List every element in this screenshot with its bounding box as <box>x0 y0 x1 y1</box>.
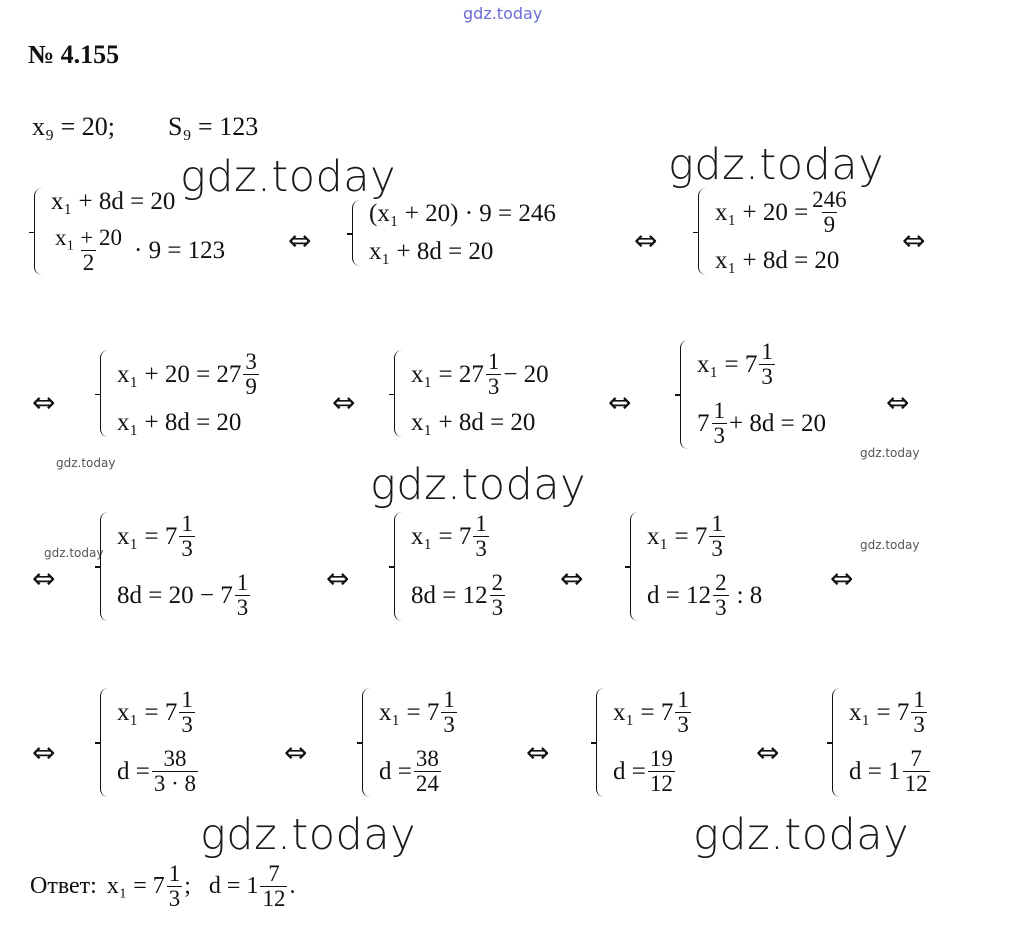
watermark-small-2: gdz.today <box>860 446 920 460</box>
brace <box>394 512 405 621</box>
answer-line: Ответ: x₁ = 7 $\frac{1}{3}$ ; d = 1 $\frac{7}{12}$ . <box>30 861 296 912</box>
fraction: $\frac{1}{3}$ <box>677 687 689 738</box>
equation: x₁ + 8d = 20 <box>51 188 176 215</box>
brace <box>100 350 111 437</box>
fraction: $\frac{1}{3}$ <box>711 511 723 562</box>
system-5 <box>394 350 549 437</box>
brace <box>698 188 709 275</box>
watermark-4: gdz.today <box>200 810 417 860</box>
fraction: $\frac{7}{12}$ <box>904 746 928 797</box>
watermark-3: gdz.today <box>370 460 587 510</box>
fraction: $\frac{1}{3}$ <box>475 511 487 562</box>
brace <box>34 188 45 275</box>
equation: x₁ + 20 = $\frac{246}{9}$ <box>715 187 847 238</box>
equation: x₁ = 7 $\frac{1}{3}$ <box>379 687 455 738</box>
system-3 <box>698 188 851 275</box>
equation: x₁ = 7 $\frac{1}{3}$ <box>411 511 487 562</box>
equation: x₁ + 8d = 20 <box>715 247 840 275</box>
system-13 <box>832 688 932 797</box>
watermark-1: gdz.today <box>180 152 397 202</box>
equation: d = $\frac{38}{24}$ <box>379 746 439 797</box>
system-4 <box>100 350 261 437</box>
brace <box>352 200 363 266</box>
fraction: $\frac{1}{3}$ <box>487 349 500 400</box>
equation: 7 $\frac{1}{3}$ + 8d = 20 <box>697 398 826 449</box>
equivalence-arrow: ⇔ <box>886 386 910 419</box>
answer-label: Ответ: <box>30 873 97 900</box>
brace <box>596 688 607 797</box>
equivalence-arrow: ⇔ <box>526 736 550 769</box>
equation: x₁ + 20 = 27 $\frac{3}{9}$ <box>117 349 257 400</box>
system-1 <box>34 188 225 275</box>
system-11 <box>362 688 459 797</box>
equation: x₁ = 7 $\frac{1}{3}$ <box>697 339 773 390</box>
equivalence-arrow: ⇔ <box>560 562 584 595</box>
fraction: $\frac{19}{12}$ <box>649 746 673 797</box>
fraction: $\frac{1}{3}$ <box>236 570 249 621</box>
fraction: $\frac{2}{3}$ <box>491 570 504 621</box>
equivalence-arrow: ⇔ <box>332 386 356 419</box>
given-x9: x₉ = 20; <box>32 112 115 141</box>
equivalence-arrow: ⇔ <box>756 736 780 769</box>
fraction: $\frac{1}{3}$ <box>761 339 773 390</box>
equation: x₁ + 8d = 20 <box>369 238 494 265</box>
system-9 <box>630 512 762 621</box>
watermark-5: gdz.today <box>693 810 910 860</box>
fraction: $\frac{3}{9}$ <box>245 349 257 400</box>
equation: $\frac{\text{x₁ + 20}}{2}$ · 9 = 123 <box>55 225 226 276</box>
equation: d = 1 $\frac{7}{12}$ <box>849 746 928 797</box>
equation: x₁ + 8d = 20 <box>411 409 536 437</box>
fraction: $\frac{\text{x₁ + 20}}{2}$ <box>55 225 122 276</box>
brace <box>630 512 641 621</box>
brace <box>832 688 843 797</box>
system-8 <box>394 512 507 621</box>
equation: d = 12 $\frac{2}{3}$ : 8 <box>647 570 763 621</box>
fraction: $\frac{246}{9}$ <box>812 187 847 238</box>
watermark-small-1: gdz.today <box>56 456 116 470</box>
equation: x₁ = 7 $\frac{1}{3}$ <box>117 511 193 562</box>
equation: x₁ = 27 $\frac{1}{3}$ − 20 <box>411 349 549 400</box>
system-12 <box>596 688 693 797</box>
brace <box>100 688 111 797</box>
fraction: $\frac{38}{3 \cdot 8}$ <box>153 746 197 797</box>
fraction: $\frac{1}{3}$ <box>181 687 193 738</box>
system-10 <box>100 688 200 797</box>
equation: 8d = 12 $\frac{2}{3}$ <box>411 570 504 621</box>
equation: x₁ + 8d = 20 <box>117 409 242 437</box>
equation: d = $\frac{19}{12}$ <box>613 746 673 797</box>
system-6 <box>680 340 826 449</box>
fraction: $\frac{7}{12}$ <box>262 861 286 912</box>
fraction: $\frac{2}{3}$ <box>715 570 727 621</box>
equation: (x₁ + 20) · 9 = 246 <box>369 200 556 227</box>
system-2 <box>352 200 556 266</box>
watermark-2: gdz.today <box>668 140 885 190</box>
equivalence-arrow: ⇔ <box>32 386 56 419</box>
fraction: $\frac{1}{3}$ <box>168 861 181 912</box>
equivalence-arrow: ⇔ <box>634 224 658 257</box>
equivalence-arrow: ⇔ <box>830 562 854 595</box>
equivalence-arrow: ⇔ <box>32 736 56 769</box>
fraction: $\frac{1}{3}$ <box>913 687 925 738</box>
given-s9: S₉ = 123 <box>168 112 259 141</box>
answer-d: d = 1 <box>208 873 259 900</box>
fraction: $\frac{38}{24}$ <box>415 746 439 797</box>
brace <box>100 512 111 621</box>
problem-title: № 4.155 <box>28 40 120 69</box>
equation: x₁ = 7 $\frac{1}{3}$ <box>613 687 689 738</box>
equation: x₁ = 7 $\frac{1}{3}$ <box>647 511 723 562</box>
watermark-top: gdz.today <box>463 4 543 23</box>
fraction: $\frac{1}{3}$ <box>181 511 193 562</box>
system-7 <box>100 512 252 621</box>
watermark-small-4: gdz.today <box>860 538 920 552</box>
equivalence-arrow: ⇔ <box>326 562 350 595</box>
brace <box>680 340 691 449</box>
equation: 8d = 20 − 7 $\frac{1}{3}$ <box>117 570 249 621</box>
fraction: $\frac{1}{3}$ <box>713 398 725 449</box>
equivalence-arrow: ⇔ <box>32 562 56 595</box>
fraction: $\frac{1}{3}$ <box>443 687 455 738</box>
brace <box>394 350 405 437</box>
equivalence-arrow: ⇔ <box>902 224 926 257</box>
equivalence-arrow: ⇔ <box>608 386 632 419</box>
brace <box>362 688 373 797</box>
equation: d = $\frac{38}{3 \cdot 8}$ <box>117 746 197 797</box>
equivalence-arrow: ⇔ <box>288 224 312 257</box>
equivalence-arrow: ⇔ <box>284 736 308 769</box>
equation: x₁ = 7 $\frac{1}{3}$ <box>849 687 925 738</box>
answer-x1: x₁ = 7 <box>106 873 165 900</box>
watermark-small-3: gdz.today <box>44 546 104 560</box>
equation: x₁ = 7 $\frac{1}{3}$ <box>117 687 193 738</box>
